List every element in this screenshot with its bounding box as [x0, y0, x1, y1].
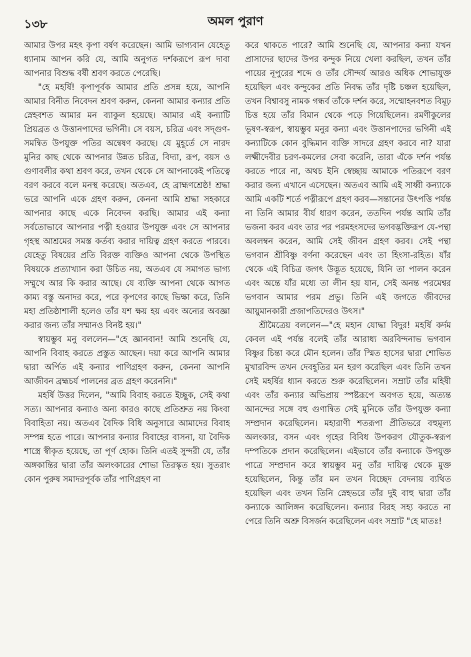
- right-column: [245, 38, 451, 646]
- paragraph: করে থাকতে পারে? আমি শুনেছি যে, আপনার কন্যা যখন প্রাসাদের ছাদের উপর কন্দুক নিয়ে খেলা করছিল, তখন তাঁর পায়ের নূপুরের শব্দে ও তাঁর সৌন্দর্য আরও অধিক শোভাযুক্ত হয়েছিল এবং কন্দুকের প্রতি নিবদ্ধ তাঁর দৃষ্টি চঞ্চল হয়েছিল, তখন বিশ্বাবসু নামক গন্ধর্ব তাঁকে দর্শন করে, সম্মোহনবশত বিমূঢ় চিত্ত হয়ে তাঁর বিমান থেকে পড়ে গিয়েছিলেন। রমণীকুলের ভূষণ-স্বরূপ, স্বায়ম্ভুব মনুর কন্যা এবং উত্তানপাদের ভগিনী এই কন্যাটিকে কোন বুদ্ধিমান ব্যক্তি সাদরে গ্রহণ করবে না? যারা লক্ষ্মীদেবীর চরণ-কমলের সেবা করেনি, তারা এঁকে দর্শন পর্যন্ত করতে পারে না, অথচ ইনি স্বেচ্ছায় আমাকে পতিরূপে বরণ করার জন্য এখানে এসেছেন। অতএব আমি এই সাধ্বী কন্যাকে আমি একটি শর্তে পত্নীরূপে গ্রহণ করব—সন্তানের উৎপত্তি পর্যন্ত না তিনি আমার বীর্য ধারণ করেন, ততদিন পর্যন্ত আমি তাঁর ভজনা করব এবং তার পর পরমহংসদের ভগবদ্ভক্তিরূপ যে-পন্থা অবলম্বন করেন, আমি সেই জীবন গ্রহণ করব। সেই পন্থা ভগবান শ্রীবিষ্ণু বর্ণনা করেছেন এবং তা হিংসা-রহিত। যাঁর থেকে এই বিচিত্র জগৎ উদ্ভূত হয়েছে, যিনি তা পালন করেন এবং অন্তে যাঁর মধ্যে তা লীন হয় যান, সেই অনন্ত পরমেশ্বর ভগবান আমার পরম প্রভু। তিনি এই জগতে জীবদের আয়ুমানকারী প্রজাপতিদেরও উৎস।": [245, 40, 451, 316]
- page-number: ১৩৮: [24, 17, 48, 31]
- paragraph: "হে মহর্ষি! কৃপাপূর্বক আমার প্রতি প্রসন্ন হয়ে, আপনি আমার বিনীত নিবেদন শ্রবণ করুন, কেননা আমার কন্যার প্রতি স্নেহবশত আমার মন ব্যাকুল হয়েছে। আমার এই কন্যাটি প্রিয়ব্রত ও উত্তানপাদের ভগিনী। সে বয়স, চরিত্র এবং সদ্গুণ-সমন্বিত উপযুক্ত পতির অন্বেষণ করছে। যে মুহূর্তে সে নারদ মুনির কাছ থেকে আপনার উন্নত চরিত্র, বিদ্যা, রূপ, বয়স ও গুণাবলীর কথা শ্রবণ করে, তখন থেকে সে আপনাকেই পতিত্বে বরণ করবে বলে মনস্থ করেছে। অতএব, হে ব্রাহ্মণশ্রেষ্ঠ! শ্রদ্ধা ভরে আপনি একে গ্রহণ করুন, কেননা আমি শ্রদ্ধা সহকারে আপনার কাছে একে নিবেদন করছি। আমার এই কন্যা সর্বতোভাবে আপনার পত্নী হওয়ার উপযুক্ত এবং সে আপনার গৃহস্থ আশ্রমের সমস্ত কর্তব্য করার দায়িত্ব গ্রহণ করতে পারবে। যেহেতু বিষয়ের প্রতি বিরক্ত ব্যক্তিও আপনা থেকে উপস্থিত বিষয়কে প্রত্যাখ্যান করা উচিত নয়, অতএব যে সমাগত ভাগ্য সম্মুখে আর কি করার আছে। যে ব্যক্তি আপনা থেকে আগত কাম্য বস্তু অনাদর করে, পরে কৃপণের কাছে ভিক্ষা করে, তিনি মহা প্রতিষ্ঠাশালী হলেও তাঁর যশ ক্ষয় হয় এবং অন্যের অবজ্ঞা করার জন্য তাঁর সম্মানও বিনষ্ট হয়।": [24, 82, 230, 330]
- page-header: [14, 10, 457, 32]
- paragraph: আমার উপর মহৎ কৃপা বর্ষণ করেছেন। আমি ভাগ্যবান যেহেতু ধ্যানাম আপন করি যে, আমি অনুগত দর্শকরূপে রূপ দাবা আপনার বিশুদ্ধ বর্ষী শ্রবণ করতে পেরেছি।: [24, 40, 230, 78]
- running-title: অমল পুরাণ: [207, 14, 264, 28]
- paragraph: মহর্ষি উত্তর দিলেন, "আমি বিবাহ করতে ইচ্ছুক, সেই কথা সত্য। আপনার কন্যাও অন্য কারও কাছে প্রতিশ্রুত নয় কিংবা বিবাহিতা নয়। অতএব বৈদিক বিধি অনুসারে আমাদের বিবাহ সম্পন্ন হতে পারে। আপনার কন্যার বিবাহের বাসনা, যা বৈদিক শাস্ত্রে স্বীকৃত হয়েছে, তা পূর্ণ হোক। তিনি এতই সুন্দরী যে, তাঁর অঙ্গকান্তির দ্বারা তাঁর অলংকারের শোভা তিরস্কৃত হয়। সুতরাং কোন পুরুষ সমাদরপূর্বক তাঁর পাণিগ্রহণ না: [24, 390, 230, 484]
- paragraph: শ্রীমৈত্রেয় বললেন—"হে মহান যোদ্ধা বিদুর! মহর্ষি কর্দম কেবল এই পর্যন্ত বলেই তাঁর আরাধ্য অরবিন্দনাভ ভগবান বিষ্ণুর চিন্তা করে মৌন হলেন। তাঁর স্মিত হাসের দ্বারা শোভিত মুখারবিন্দ তখন দেবহূতির মন হরণ করেছিল এবং তিনি তখন সেই মহর্ষির ধ্যান করতে শুরু করেছিলেন। সম্রাট তাঁর মহিষী এবং তাঁর কন্যার অভিপ্রায় স্পষ্টরূপে অবগত হয়ে, অত্যন্ত আনন্দের সঙ্গে বহু গুণান্বিত সেই মুনিকে তাঁর উপযুক্ত কন্যা সম্প্রদান করেছিলেন। মহারাণী শতরূপা প্রীতিভরে বহুমূল্য অলংকার, বসন এবং গৃহের বিবিধ উপকরণ যৌতুক-স্বরূপ দম্পতিকে প্রদান করেছিলেন। এইভাবে তাঁর কন্যাকে উপযুক্ত পাত্রে সম্প্রদান করে স্বায়ম্ভুব মনু তাঁর দায়িত্ব থেকে মুক্ত হয়েছিলেন, কিন্তু তাঁর মন তখন বিচ্ছেদ বেদনায় ব্যথিত হয়েছিল এবং তখন তিনি স্নেহভরে তাঁর দুই বাহু দ্বারা তাঁর কন্যাকে আলিঙ্গন করেছিলেন। কন্যার বিরহ সহ্য করতে না পেরে তিনি অশ্রু বিসর্জন করেছিলেন এবং সম্রাট "হে মাতঃ!: [245, 320, 451, 526]
- left-column: [24, 38, 230, 646]
- text-columns: [24, 38, 451, 646]
- paragraph: স্বায়ম্ভুব মনু বললেন—"হে জ্ঞানবান! আমি শুনেছি যে, আপনি বিবাহ করতে প্রস্তুত আছেন। দয়া করে আপনি আমার দ্বারা অর্পিত এই কন্যার পাণিগ্রহণ করুন, কেননা আপনি আজীবন ব্রহ্মচর্য পালনের ব্রত গ্রহণ করেননি।": [24, 334, 230, 386]
